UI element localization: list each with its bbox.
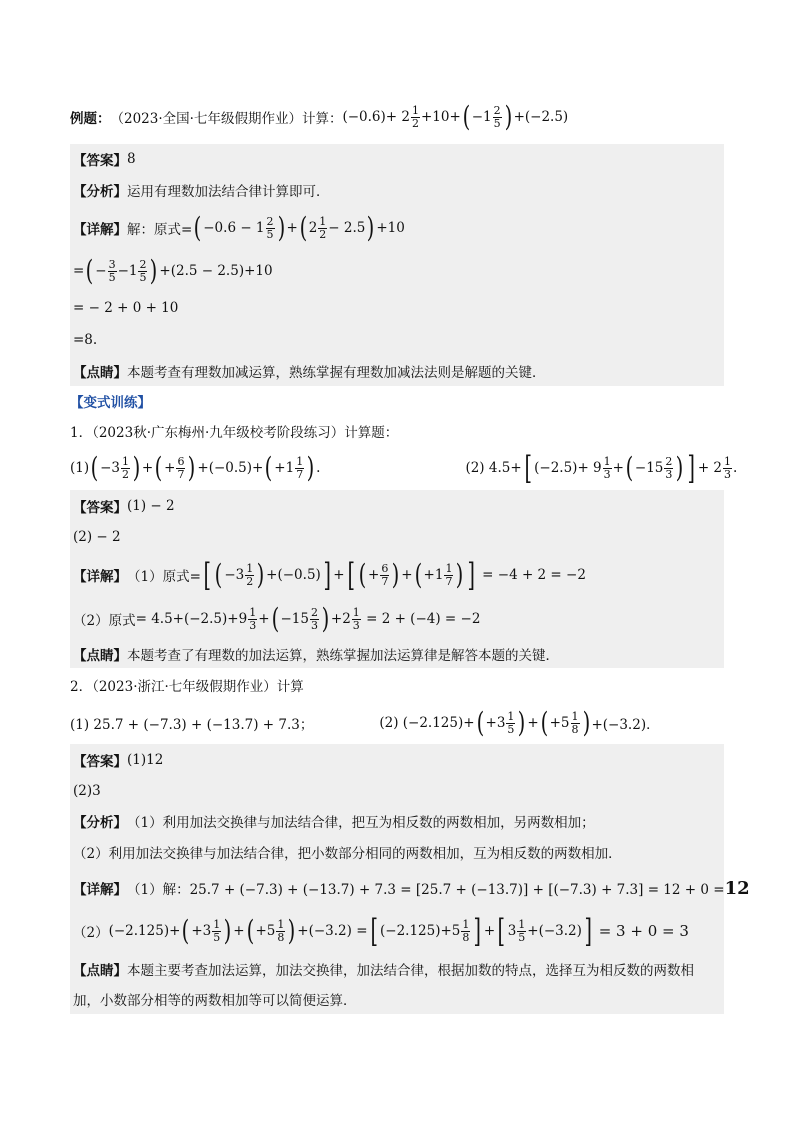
q1-detail1 [73,552,724,598]
q2-analysis1-text: （1）利用加法交换律与加法结合律，把互为相反数的两数相加，另两数相加； [127,815,595,831]
step3-expression: = − 2 + 0 + 10 [73,300,179,316]
q1-detail-tag: 【详解】 [73,569,127,585]
q1-part1-label: (1) [70,460,90,476]
q2-analysis-tag: 【分析】 [73,815,127,831]
q1-title-text: 1．（2023秋·广东梅州·九年级校考阶段练习）计算题： [70,425,399,441]
answer-tag: 【答案】 [73,153,127,169]
q1-part1: (1) ( −3 $\frac{1}{2}$ ) + ( + $\frac{6}{7}$ ) +(−0.5)+ ( +1 $\frac{1}{7}$ ) . [70,451,321,484]
q2-comment2 [73,984,724,1014]
step2-prefix: = [73,263,85,279]
q1-detail2 [73,598,724,640]
q2-answer-tag: 【答案】 [73,754,127,770]
q1-detail2-label: （2）原式 [73,613,136,629]
q2-analysis2 [73,836,724,868]
example-answer [73,144,724,174]
q2-title-text: 2．（2023·浙江·七年级假期作业）计算 [70,679,304,695]
q2-comment1-text: 本题主要考查加法运算，加法交换律，加法结合律，根据加数的特点，选择互为相反数的两数相 [127,963,694,979]
practice-heading [70,386,724,416]
q1-detail2-expression: = 4.5+(−2.5)+9 $\frac{1}{3}$ + ( −15 $\frac{2}{3}$ ) +2 $\frac{1}{3}$ [135,602,360,635]
q2-detail2 [73,908,724,954]
example-source: （2023·全国·七年级假期作业）计算： [110,111,343,127]
q1-title [70,416,724,446]
q2-detail-tag: 【详解】 [73,882,127,898]
q2-title [70,668,724,702]
q1-detail2-result: = 2 + (−4) = −2 [366,611,481,627]
document-page [70,96,750,1014]
q1-detail1-expression: [ ( −3 $\frac{1}{2}$ ) +(−0.5) ] + [ ( + $\frac{6}{7}$ ) + ( +1 $\frac{1}{7}$ ) ] [203,556,476,594]
practice-heading-text: 【变式训练】 [70,395,151,411]
q1-answer2: (2) − 2 [73,529,121,545]
q2-part2: (2) (−2.125)+ ( +3 $\frac{1}{5}$ ) + ( +5 $\frac{1}{8}$ ) +(−3.2)． [379,706,660,739]
example-step2 [73,250,724,292]
detail-expression: ( −0.6 − 1 $\frac{2}{5}$ ) + ( 2 $\frac{1}{2}$ − 2.5 ) +10 [193,211,405,244]
q1-answer1: (1) − 2 [127,498,175,514]
example-step3 [73,292,724,324]
analysis-tag: 【分析】 [73,184,127,200]
analysis-text: 运用有理数加法结合律计算即可． [127,184,330,200]
detail-tag: 【详解】 [73,222,127,238]
detail-intro: 解：原式= [127,222,193,238]
example-comment [73,356,724,386]
example-analysis [73,174,724,206]
q2-detail1-final: 12 [724,877,750,899]
q2-detail1-expression: （1）解：25.7 + (−7.3) + (−13.7) + 7.3 = [25.7 + (−13.7)] + [(−7.3) + 7.3] = 12 + 0 = [127,882,725,898]
comment-text: 本题考查有理数加减运算，熟练掌握有理数加减法法则是解题的关键． [127,365,546,381]
q2-answer1: (1)12 [127,752,164,768]
comment-tag: 【点睛】 [73,365,127,381]
q2-comment-tag: 【点睛】 [73,963,127,979]
q2-part2-label: (2) [379,715,399,731]
q2-answer [73,744,724,776]
q2-answer2-line [73,776,724,806]
step4-expression: =8. [73,332,98,348]
q2-detail2-expression: (−2.125)+ ( +3 $\frac{1}{5}$ ) + ( +5 $\frac{1}{8}$ ) +(−3.2) = [ (−2.125)+5 $\frac{1}{8}$ ] + [ 3 $\frac{1}{5}$ +(−3.2) ] [108,912,592,950]
answer-value: 8 [127,151,136,167]
q1-part2: (2) 4.5+ [ (−2.5)+ 9 $\frac{1}{3}$ + ( −15 $\frac{2}{3}$ ) ] + 2 $\frac{1}{3}$ . [465,449,738,487]
step2-expression: ( − $\frac{3}{5}$ −1 $\frac{2}{5}$ ) +(2.5 − 2.5)+10 [85,254,273,287]
q1-answer [73,490,724,522]
q1-detail1-result: = −4 + 2 = −2 [482,567,586,583]
q2-part1: (1) 25.7 + (−7.3) + (−13.7) + 7.3； [70,717,314,733]
example-step4 [73,324,724,356]
q1-answer-tag: 【答案】 [73,500,127,516]
q2-detail1 [73,868,750,908]
q2-comment1 [73,954,724,984]
q1-parts [70,446,738,490]
q1-comment-tag: 【点睛】 [73,648,127,664]
q1-detail1-label: （1）原式= [127,569,201,585]
q2-analysis2-text: （2）利用加法交换律与加法结合律，把小数部分相同的两数相加，互为相反数的两数相加． [73,846,622,862]
q1-part2-label: (2) [465,460,485,476]
example-expression: (−0.6)+ 2 $\frac{1}{2}$ +10+ ( −1 $\frac{2}{5}$ ) +(−2.5) [342,100,569,133]
example-label: 例题： [70,111,111,127]
q2-answer2: (2)3 [73,783,101,799]
q2-parts [70,702,724,744]
q1-comment-text: 本题考查了有理数的加法运算，熟练掌握加法运算律是解答本题的关键． [127,648,559,664]
q1-comment [73,640,724,668]
example-detail [73,206,724,250]
q2-comment2-text: 加，小数部分相等的两数相加等可以简便运算． [73,993,357,1009]
q2-detail2-result: = 3 + 0 = 3 [598,922,689,940]
q2-analysis1 [73,806,724,836]
q1-answer2-line [73,522,724,552]
q2-detail2-label: （2） [73,925,109,941]
example-question [70,96,724,138]
